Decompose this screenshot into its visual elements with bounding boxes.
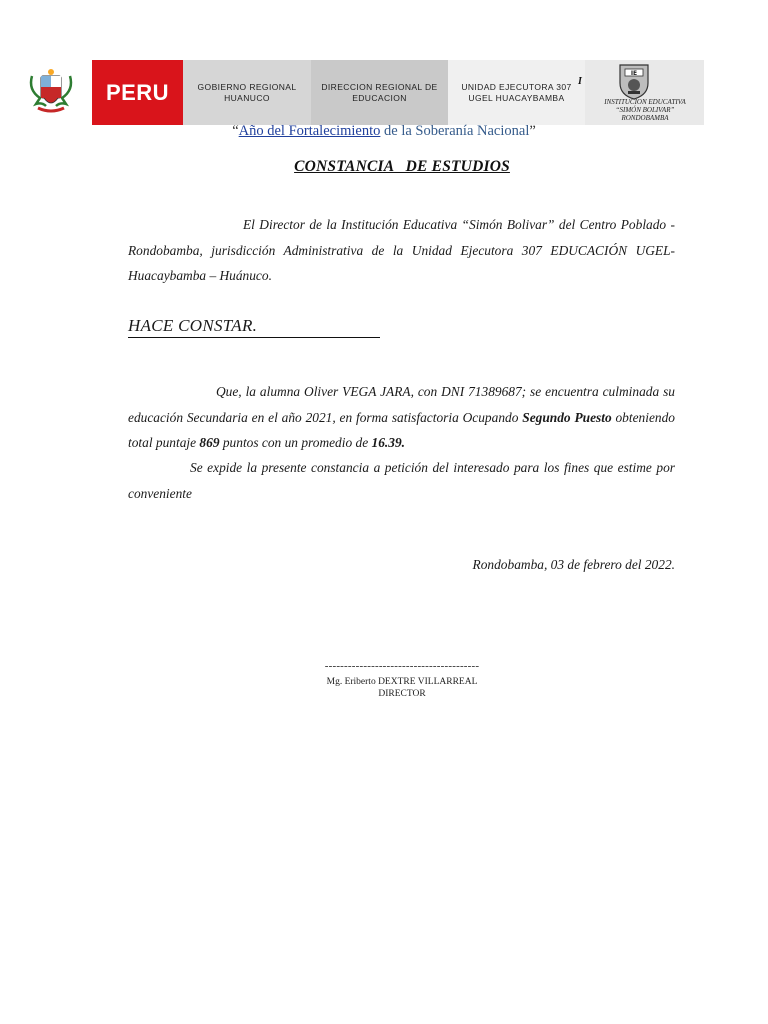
document-title: CONSTANCIA DE ESTUDIOS [294,158,510,175]
year-motto [0,123,768,140]
header-gobierno-regional [183,60,311,125]
signatory-role: DIRECTOR [378,689,426,699]
direccion-line-1: DIRECCION REGIONAL DE [321,81,438,92]
signature-line: ---------------------------------------- [324,660,480,672]
peru-coat-of-arms-icon [26,68,76,116]
unidad-line-1: UNIDAD EJECUTORA 307 [461,81,572,92]
school-caption-line-2: “SIMÓN BOLIVAR” [615,106,675,114]
hace-constar-underline [128,337,380,338]
motto-rest: de la Soberanía Nacional [380,123,530,139]
signatory-name: Mg. Eriberto DEXTRE VILLARREAL [326,677,478,687]
school-caption-line-3: RONDOBAMBA [621,114,669,122]
school-crest-icon [614,61,654,101]
motto-link[interactable]: Año del Fortalecimiento [238,123,381,139]
direccion-line-2: EDUCACION [352,92,407,103]
document-date: Rondobamba, 03 de febrero del 2022. [472,557,675,572]
motto-open-quote: “ [232,123,239,139]
puesto-value: Segundo Puesto [522,409,612,425]
header-direccion-regional [311,60,448,125]
expide-paragraph: Se expide la presente constancia a petición del interesado para los fines que estime por conveniente [128,460,675,501]
peru-brand-box [92,60,183,125]
body-text-1: Que, la alumna Oliver VEGA JARA, con DNI 71389687; se encuentra culminada su educación Secundaria en el año 2021, en forma satisfactoria Ocupando [128,384,675,425]
body-text-3: puntos con un promedio de [219,435,372,450]
header-unidad-ejecutora [448,60,585,125]
gobierno-line-2: HUANUCO [224,92,270,103]
intro-paragraph: El Director de la Institución Educativa “Simón Bolivar” del Centro Poblado -Rondobamba, jurisdicción Administrativa de la Unidad Ejecutora 307 EDUCACIÓN UGEL- Huacaybamba – Huánuco. [128,217,675,283]
svg-text:IE: IE [630,70,638,77]
header-separator-mark: I [578,76,582,87]
body-text-2: obteniendo total puntaje [128,409,675,450]
unidad-line-2: UGEL HUACAYBAMBA [468,92,565,103]
hace-constar-heading: HACE CONSTAR. [128,316,258,335]
peru-label: PERU [105,79,170,105]
school-name-caption [590,98,700,122]
school-caption-line-1: INSTITUCION EDUCATIVA [604,98,686,106]
body-paragraph [128,379,675,456]
puntaje-value: 869 [199,435,220,450]
promedio-value: 16.39. [371,435,405,450]
motto-close-quote: ” [529,123,536,139]
gobierno-line-1: GOBIERNO REGIONAL [197,81,297,92]
